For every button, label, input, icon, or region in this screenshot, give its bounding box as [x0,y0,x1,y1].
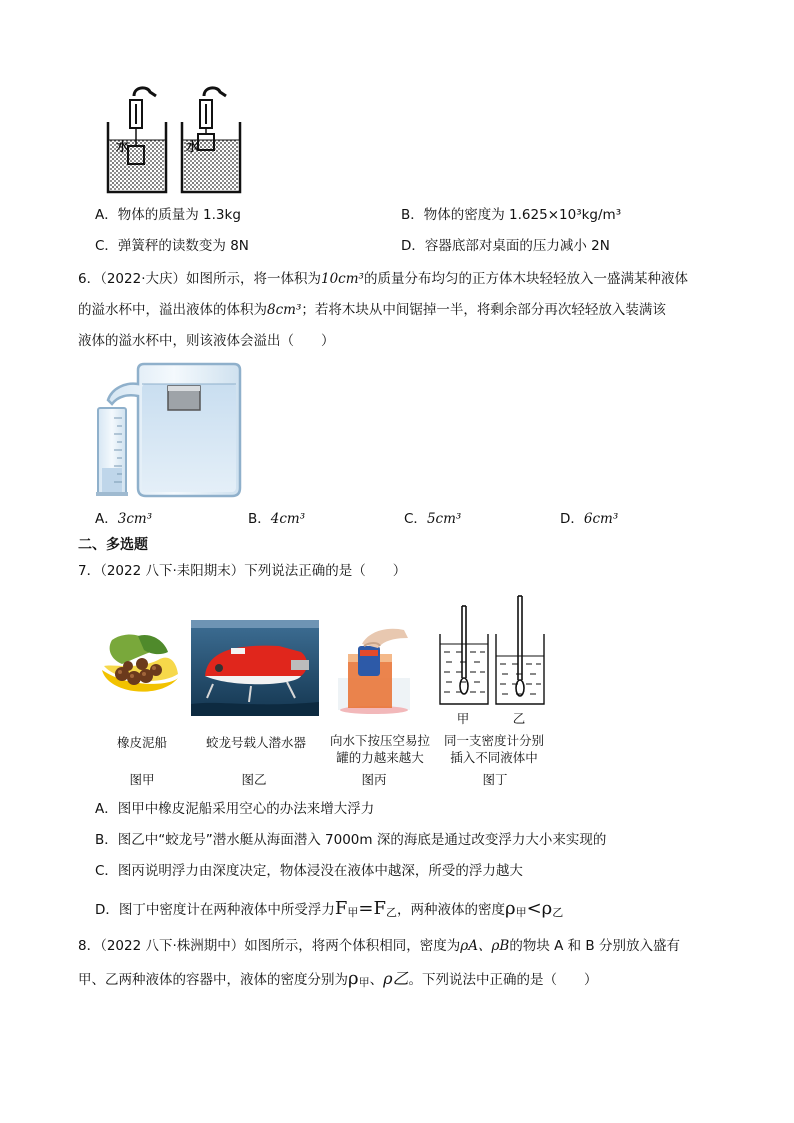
q8-density-symbols: ρA、ρB [460,938,510,954]
q6-overflow-beaker [108,364,240,496]
q7-fig-yi-label: 图乙 [241,772,267,787]
q7-fig-ding-hydrometers [436,592,550,708]
section-title-multiple-choice: 二、多选题 [78,537,148,553]
q7-option-c: C．图丙说明浮力由深度决定，物体浸没在液体中越深，所受的浮力越大 [95,863,523,879]
q5-option-d: D．容器底部对桌面的压力减小 2N [401,238,610,254]
q7-fig-jia-clay-boat [98,630,182,702]
q7-option-d: D．图丁中密度计在两种液体中所受浮力F甲=F乙，两种液体的密度ρ甲<ρ乙 [95,898,564,919]
q7-option-a: A．图甲中橡皮泥船采用空心的办法来增大浮力 [95,801,375,817]
q5-option-a: A．物体的质量为 1.3kg [95,207,241,223]
q6-overflow-math: 8cm³ [267,302,302,318]
q7-fig-jia-caption: 橡皮泥船 [116,735,167,750]
q7-fig-ding-caption: 同一支密度计分别 插入不同液体中 [443,733,544,765]
q7-fig-yi-submersible [191,620,319,716]
q7-fig-yi-caption: 蛟龙号载人潜水器 [205,735,306,750]
q7-option-b: B．图乙中“蛟龙号”潜水艇从海面潜入 7000m 深的海底是通过改变浮力大小来实现的 [95,832,607,848]
q5-option-b: B．物体的密度为 1.625×10³kg/m³ [401,207,622,223]
q7-fig-ding-sub-right: 乙 [512,711,526,726]
q6-option-c: C．5cm³ [404,511,462,527]
q6-option-a: A．3cm³ [95,511,153,527]
q6-graduated-cylinder [96,408,128,496]
q7-stem: 7．（2022 八下·耒阳期末）下列说法正确的是（ ） [78,563,407,579]
q5-water-label-left: 水 [116,140,130,155]
q6-volume-math: 10cm³ [321,271,364,287]
q6-option-b: B．4cm³ [248,511,306,527]
q5-option-c: C．弹簧秤的读数变为 8N [95,238,249,254]
q7-fig-bing-caption: 向水下按压空易拉 罐的力越来越大 [329,733,430,765]
q6-stem-line1: 6．（2022·大庆）如图所示，将一体积为10cm³的质量分布均匀的正方体木块轻轻放入一盛满某种液体 [78,271,688,287]
q8-stem-line2: 甲、乙两种液体的容器中，液体的密度分别为ρ甲、ρ乙。下列说法中正确的是（ ） [78,968,598,989]
q6-stem-line3: 液体的溢水杯中，则该液体会溢出（ ） [78,333,335,349]
q7-fig-bing-label: 图丙 [361,772,387,787]
q7-fig-ding-sub-left: 甲 [456,711,470,726]
q5-water-label-right: 水 [186,140,200,155]
q7-fig-bing-can-in-water [334,624,414,716]
q8-stem-line1: 8．（2022 八下·株洲期中）如图所示，将两个体积相同，密度为ρA、ρB的物块 A 和 B 分别放入盛有 [78,938,680,954]
q7-fig-jia-label: 图甲 [129,772,155,787]
q7-fig-ding-label: 图丁 [482,772,508,787]
q6-option-d: D．6cm³ [560,511,619,527]
q6-stem-line2: 的溢水杯中，溢出液体的体积为8cm³；若将木块从中间锯掉一半，将剩余部分再次轻轻放入装满该 [78,302,666,318]
q6-figure [94,360,274,500]
